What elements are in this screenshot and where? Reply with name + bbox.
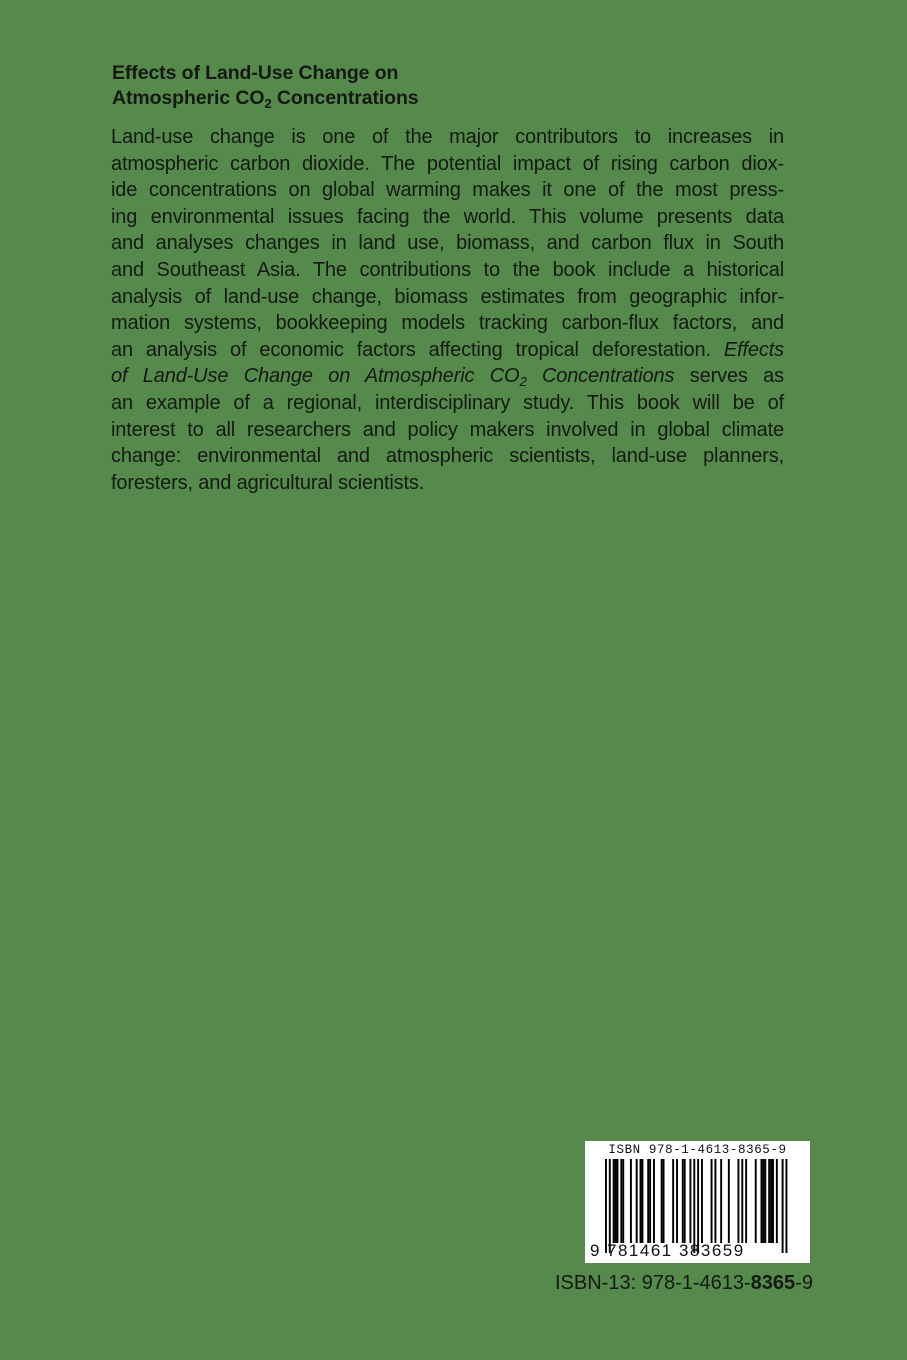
isbn-13-label bbox=[555, 1272, 813, 1295]
barcode-bar bbox=[693, 1159, 695, 1253]
barcode-bar bbox=[714, 1159, 716, 1243]
title-subscript: 2 bbox=[264, 96, 272, 111]
barcode-bar bbox=[728, 1159, 730, 1243]
barcode-bar bbox=[764, 1159, 766, 1243]
barcode-bar bbox=[701, 1159, 703, 1243]
barcode-bar bbox=[630, 1159, 632, 1243]
barcode-bar bbox=[782, 1159, 784, 1253]
barcode-bar bbox=[672, 1159, 674, 1243]
barcode-first-digit: 9 bbox=[590, 1241, 600, 1260]
barcode-bar bbox=[737, 1159, 739, 1243]
barcode-bar bbox=[647, 1159, 649, 1243]
barcode-bar bbox=[785, 1159, 787, 1253]
description-line: and analyses changes in land use, biomass, and carbon flux in South bbox=[111, 232, 784, 255]
description-line: an example of a regional, interdisciplinary study. This book will be of bbox=[111, 391, 784, 414]
barcode-bar bbox=[649, 1159, 651, 1243]
barcode-bar bbox=[697, 1159, 699, 1253]
barcode-bar bbox=[605, 1159, 607, 1253]
barcode-bar bbox=[711, 1159, 713, 1243]
description-line: foresters, and agricultural scientists. bbox=[111, 471, 425, 494]
title-line-2 bbox=[112, 86, 712, 111]
barcode-bar bbox=[676, 1159, 678, 1243]
barcode-bar bbox=[617, 1159, 619, 1243]
book-title bbox=[112, 61, 712, 111]
description-line: atmospheric carbon dioxide. The potential impact of rising carbon diox- bbox=[111, 152, 784, 175]
description-line-9-italic: Effects bbox=[723, 338, 784, 361]
barcode-bar bbox=[720, 1159, 722, 1243]
title-line-2-prefix: Atmospheric CO bbox=[112, 87, 265, 109]
title-line-1: Effects of Land-Use Change on bbox=[112, 62, 399, 84]
barcode-bar bbox=[620, 1159, 622, 1243]
isbn-13-bold: 8365 bbox=[750, 1272, 796, 1294]
barcode-bar bbox=[689, 1159, 691, 1243]
barcode-bar bbox=[682, 1159, 684, 1243]
isbn-13-suffix: -9 bbox=[795, 1272, 813, 1294]
barcode-bar bbox=[661, 1159, 663, 1243]
barcode-bar bbox=[609, 1159, 611, 1253]
italic-title-subscript: 2 bbox=[519, 374, 527, 390]
description-line: analysis of land-use change, biomass estimates from geographic infor- bbox=[111, 285, 784, 308]
barcode-bar bbox=[776, 1159, 778, 1243]
barcode-bar bbox=[636, 1159, 638, 1243]
description-line-9-plain: an analysis of economic factors affecting tropical deforestation. bbox=[111, 338, 724, 361]
description-line: change: environmental and atmospheric scientists, land-use planners, bbox=[111, 445, 784, 468]
barcode-bar bbox=[615, 1159, 617, 1243]
barcode-bar bbox=[613, 1159, 615, 1243]
barcode-remaining-digits: 781461 383659 bbox=[607, 1241, 745, 1260]
description-line: ing environmental issues facing the world. This volume presents data bbox=[111, 205, 784, 228]
book-description bbox=[111, 124, 784, 496]
description-line: and Southeast Asia. The contributions to the book include a historical bbox=[111, 258, 784, 281]
description-line-10-plain: serves as bbox=[674, 365, 784, 388]
barcode-bar bbox=[768, 1159, 770, 1243]
italic-title-prefix: of Land-Use Change on Atmospheric CO bbox=[111, 365, 520, 388]
italic-title-suffix: Concentrations bbox=[526, 365, 675, 388]
barcode-bar bbox=[640, 1159, 642, 1243]
description-line: Land-use change is one of the major contributors to increases in bbox=[111, 126, 784, 148]
barcode-bar bbox=[741, 1159, 743, 1243]
barcode-bar bbox=[684, 1159, 686, 1243]
description-line: mation systems, bookkeeping models tracking carbon-flux factors, and bbox=[111, 312, 784, 335]
barcode-bar bbox=[745, 1159, 747, 1243]
isbn-barcode bbox=[585, 1141, 810, 1263]
barcode-bar bbox=[653, 1159, 655, 1243]
barcode-bar bbox=[761, 1159, 763, 1243]
description-line bbox=[111, 363, 784, 390]
barcode-bar bbox=[755, 1159, 757, 1243]
description-line: ide concentrations on global warming makes it one of the most press- bbox=[111, 179, 784, 202]
barcode-bar bbox=[641, 1159, 643, 1243]
isbn-13-prefix: ISBN-13: 978-1-4613- bbox=[555, 1272, 751, 1294]
barcode-isbn-label: ISBN 978-1-4613-8365-9 bbox=[608, 1143, 787, 1157]
description-line bbox=[111, 337, 784, 364]
barcode-bar bbox=[622, 1159, 624, 1243]
barcode-bar bbox=[772, 1159, 774, 1243]
barcode-bar bbox=[762, 1159, 764, 1243]
description-book-title-italic bbox=[111, 365, 675, 390]
title-line-2-suffix: Concentrations bbox=[271, 87, 419, 109]
barcode-bar bbox=[663, 1159, 665, 1243]
barcode-bar bbox=[770, 1159, 772, 1243]
description-line: interest to all researchers and policy makers involved in global climate bbox=[111, 418, 784, 441]
